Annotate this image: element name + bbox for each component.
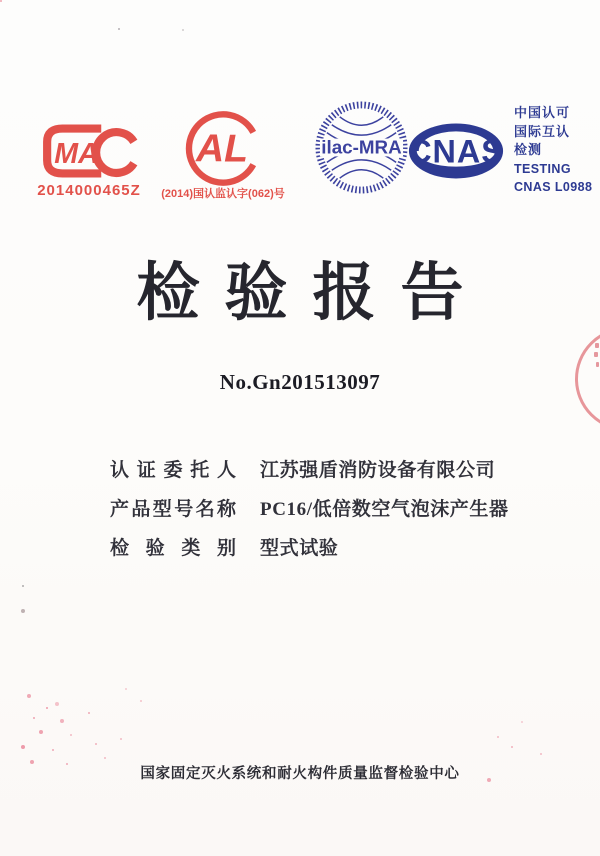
page-title: 检验报告	[136, 256, 489, 329]
report-number: No.Gn201513097	[219, 370, 381, 394]
ilac-mra-logo-icon	[314, 99, 409, 196]
ilac-mra-label: ilac-MRA	[321, 136, 402, 158]
report-fields	[110, 460, 509, 577]
al-logo-icon	[182, 107, 264, 189]
cma-letters: MA	[54, 138, 99, 171]
field-label: 检验类别	[110, 538, 236, 559]
field-value: 型式试验	[260, 538, 339, 559]
field-label: 认证委托人	[110, 460, 236, 481]
cma-certificate-number: 2014000465Z	[37, 182, 141, 199]
issuing-center-name: 国家固定灭火系统和耐火构件质量监督检验中心	[140, 766, 460, 782]
accreditation-line: 国际互认	[514, 123, 571, 139]
accreditation-line: TESTING	[514, 161, 571, 176]
cnas-letters: CNAS	[408, 133, 504, 170]
field-row-inspection-type	[110, 538, 509, 559]
field-label: 产品型号名称	[110, 499, 236, 520]
accreditation-text-block	[514, 104, 592, 197]
al-letters: AL	[196, 127, 249, 171]
red-seal-characters	[593, 343, 599, 377]
cma-logo-icon	[40, 121, 138, 181]
accreditation-line: 中国认可	[514, 105, 571, 120]
field-value: 江苏强盾消防设备有限公司	[260, 460, 496, 481]
al-approval-number: (2014)国认监认字(062)号	[161, 188, 285, 200]
scan-speckles	[0, 0, 2, 2]
field-row-product-model	[110, 499, 509, 520]
field-row-applicant	[110, 460, 509, 481]
cma-c-arc	[96, 132, 134, 173]
accreditation-line: 检测	[514, 142, 543, 157]
cnas-logo-icon	[405, 117, 507, 183]
field-value: PC16/低倍数空气泡沫产生器	[260, 499, 509, 520]
accreditation-line: CNAS L0988	[514, 180, 593, 194]
